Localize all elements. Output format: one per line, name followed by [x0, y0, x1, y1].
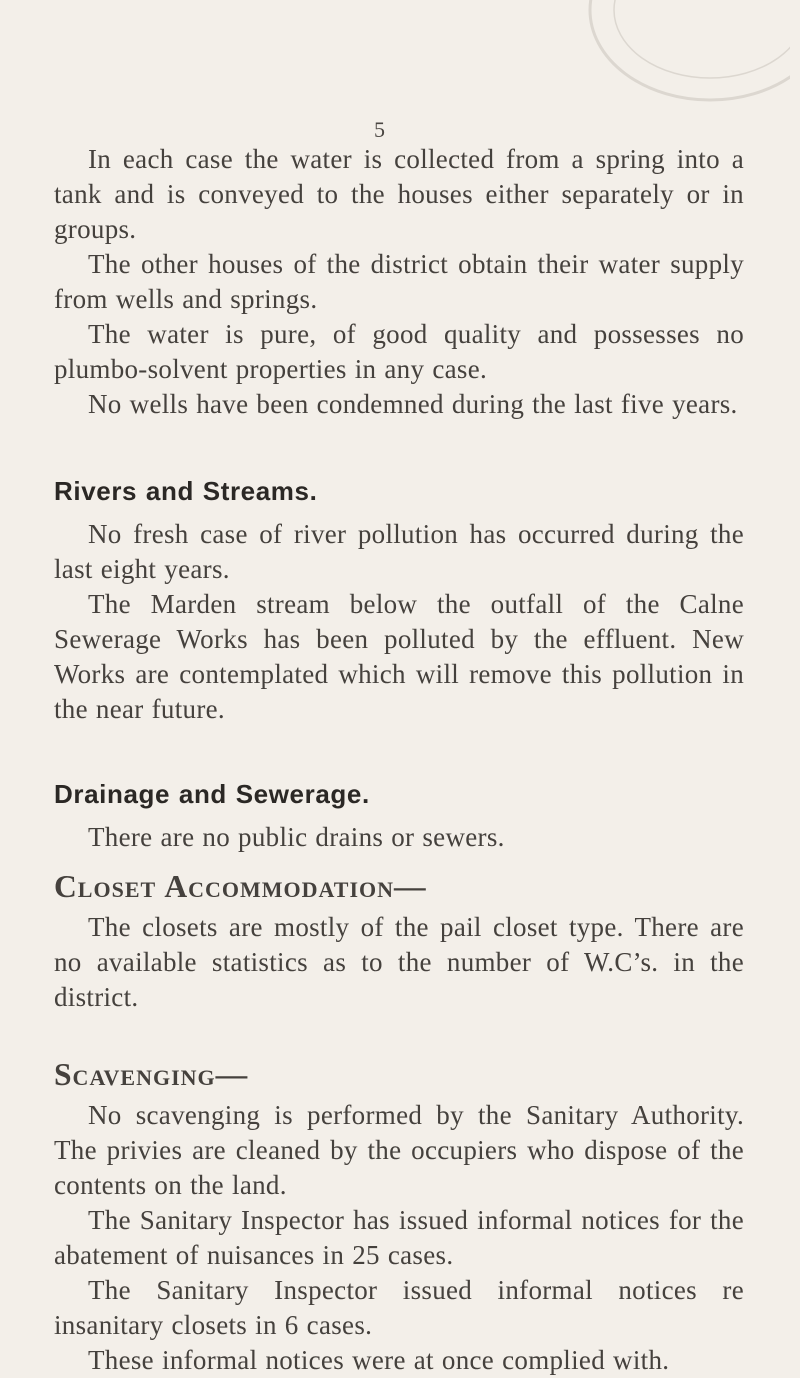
rivers-section [54, 474, 744, 727]
section-heading: Rivers and Streams. [54, 476, 318, 506]
body-paragraph: No wells have been condemned during the last five years. [88, 389, 738, 419]
library-stamp-watermark [560, 0, 790, 110]
page-number: 5 [374, 117, 385, 142]
body-paragraph: There are no public drains or sewers. [88, 822, 505, 852]
body-paragraph: The closets are mostly of the pail closet type. There are no available statistics as to the number of W.C’s. in the district. [54, 912, 744, 1012]
body-paragraph: The other houses of the district obtain their water supply from wells and springs. [54, 249, 744, 314]
subsection-heading: Closet Accommodation— [54, 869, 427, 904]
body-paragraph: The Marden stream below the outfall of the Calne Sewerage Works has been polluted by the effluent. New Works are contemplated which will remove this pollution in the near future. [54, 589, 744, 724]
drainage-section [54, 777, 744, 1378]
body-paragraph: No fresh case of river pollution has occurred during the last eight years. [54, 519, 744, 584]
body-paragraph: No scavenging is performed by the Sanitary Authority. The privies are cleaned by the occupiers who dispose of the contents on the land. [54, 1100, 744, 1200]
body-paragraph: The water is pure, of good quality and possesses no plumbo-solvent properties in any case. [54, 319, 744, 384]
subsection-heading: Scavenging— [54, 1057, 249, 1092]
body-paragraph: The Sanitary Inspector issued informal notices re insanitary closets in 6 cases. [54, 1275, 744, 1340]
body-paragraph: In each case the water is collected from a spring into a tank and is conveyed to the houses either separately or in groups. [54, 144, 744, 244]
body-paragraph: The Sanitary Inspector has issued informal notices for the abatement of nuisances in 25 cases. [54, 1205, 744, 1270]
document-body [54, 142, 744, 1378]
section-heading: Drainage and Sewerage. [54, 779, 370, 809]
body-paragraph: These informal notices were at once complied with. [88, 1345, 670, 1375]
water-supply-section [54, 142, 744, 422]
